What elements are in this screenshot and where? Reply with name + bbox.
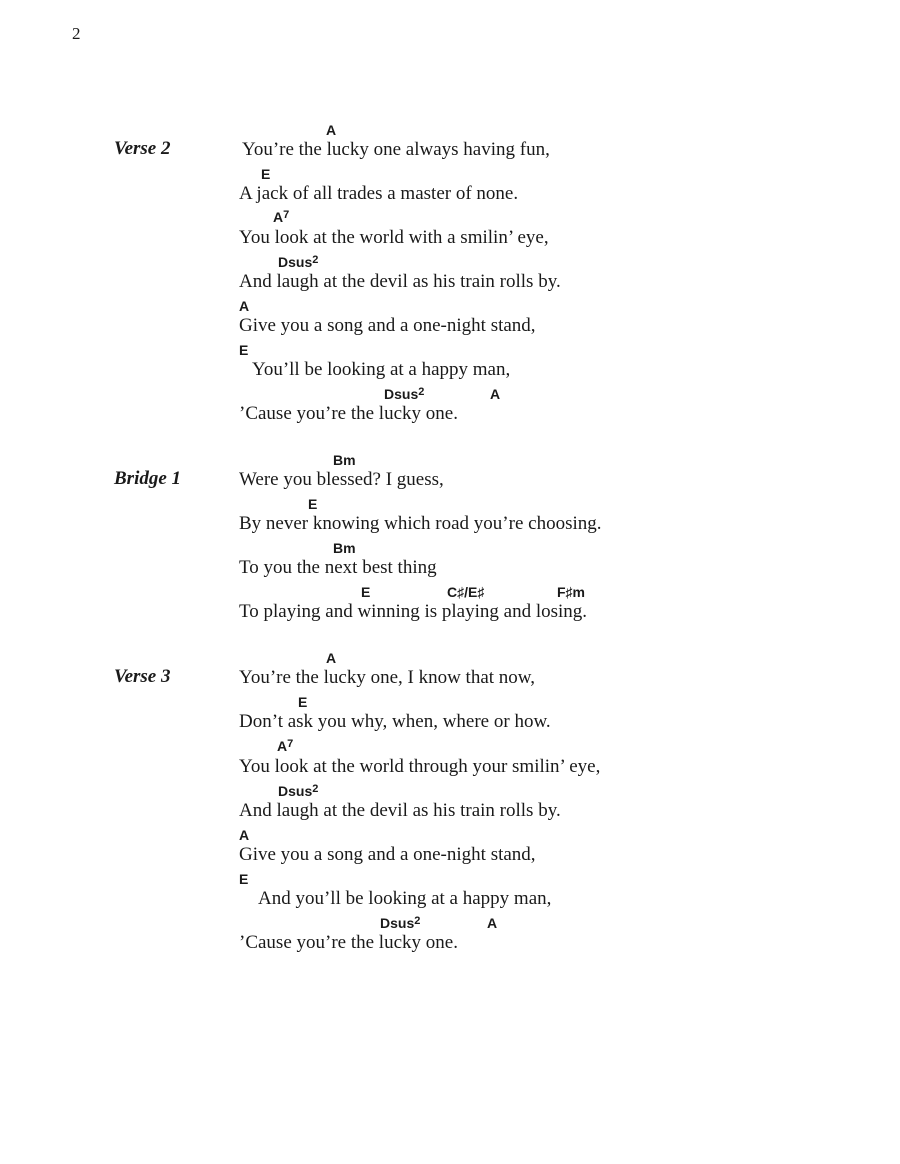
chord: A — [487, 915, 498, 931]
lyric-line: Don’t ask you why, when, where or how. — [239, 711, 551, 732]
lyric-line: And laugh at the devil as his train rolls by. — [239, 271, 561, 292]
lyric-line: And you’ll be looking at a happy man, — [258, 888, 552, 909]
lyric-line: A jack of all trades a master of none. — [239, 183, 519, 204]
chord: E — [361, 584, 371, 600]
chord: Dsus$^2$ — [278, 783, 319, 799]
chord: $A^7$ — [277, 738, 294, 754]
lyric-line: And laugh at the devil as his train rolls by. — [239, 800, 561, 821]
lyric-line: By never knowing which road you’re choosing. — [239, 513, 602, 534]
lyric-line: You’re the lucky one, I know that now, — [239, 667, 536, 688]
section-label-verse-3: Verse 3 — [114, 666, 171, 687]
chord: A — [326, 122, 337, 138]
page-number: 2 — [72, 24, 81, 43]
lyric-line: To playing and winning is playing and losing. — [239, 601, 588, 622]
chord: A — [490, 386, 501, 402]
lyric-line: You look at the world with a smilin’ eye, — [239, 227, 549, 248]
lyric-line: ’Cause you’re the lucky one. — [239, 403, 458, 424]
chord: F♯m — [557, 584, 585, 600]
chord: Dsus$^2$ — [384, 386, 425, 402]
lyric-line: Give you a song and a one-night stand, — [239, 844, 536, 865]
lyric-line: Give you a song and a one-night stand, — [239, 315, 536, 336]
chord: Bm — [333, 540, 356, 556]
chord: E — [239, 342, 249, 358]
chord: E — [308, 496, 318, 512]
lyric-line: To you the next best thing — [239, 557, 437, 578]
chord: Dsus$^2$ — [278, 254, 319, 270]
lyric-line: You’re the lucky one always having fun, — [242, 139, 550, 160]
lyric-line: Were you blessed? I guess, — [239, 469, 444, 490]
lyric-line: ’Cause you’re the lucky one. — [239, 932, 458, 953]
lyric-line: You look at the world through your smilin’ eye, — [239, 756, 601, 777]
chord: E — [261, 166, 271, 182]
section-label-bridge-1: Bridge 1 — [114, 468, 182, 489]
section-label-verse-2: Verse 2 — [114, 138, 171, 159]
chord: E — [239, 871, 249, 887]
lyric-line: You’ll be looking at a happy man, — [252, 359, 511, 380]
chord: A — [239, 298, 250, 314]
chord: A — [326, 650, 337, 666]
chord: Dsus$^2$ — [380, 915, 421, 931]
chord: Bm — [333, 452, 356, 468]
chord: E — [298, 694, 308, 710]
chord: C♯/E♯ — [447, 584, 485, 600]
chord: A — [239, 827, 250, 843]
chord: $A^7$ — [273, 209, 290, 225]
